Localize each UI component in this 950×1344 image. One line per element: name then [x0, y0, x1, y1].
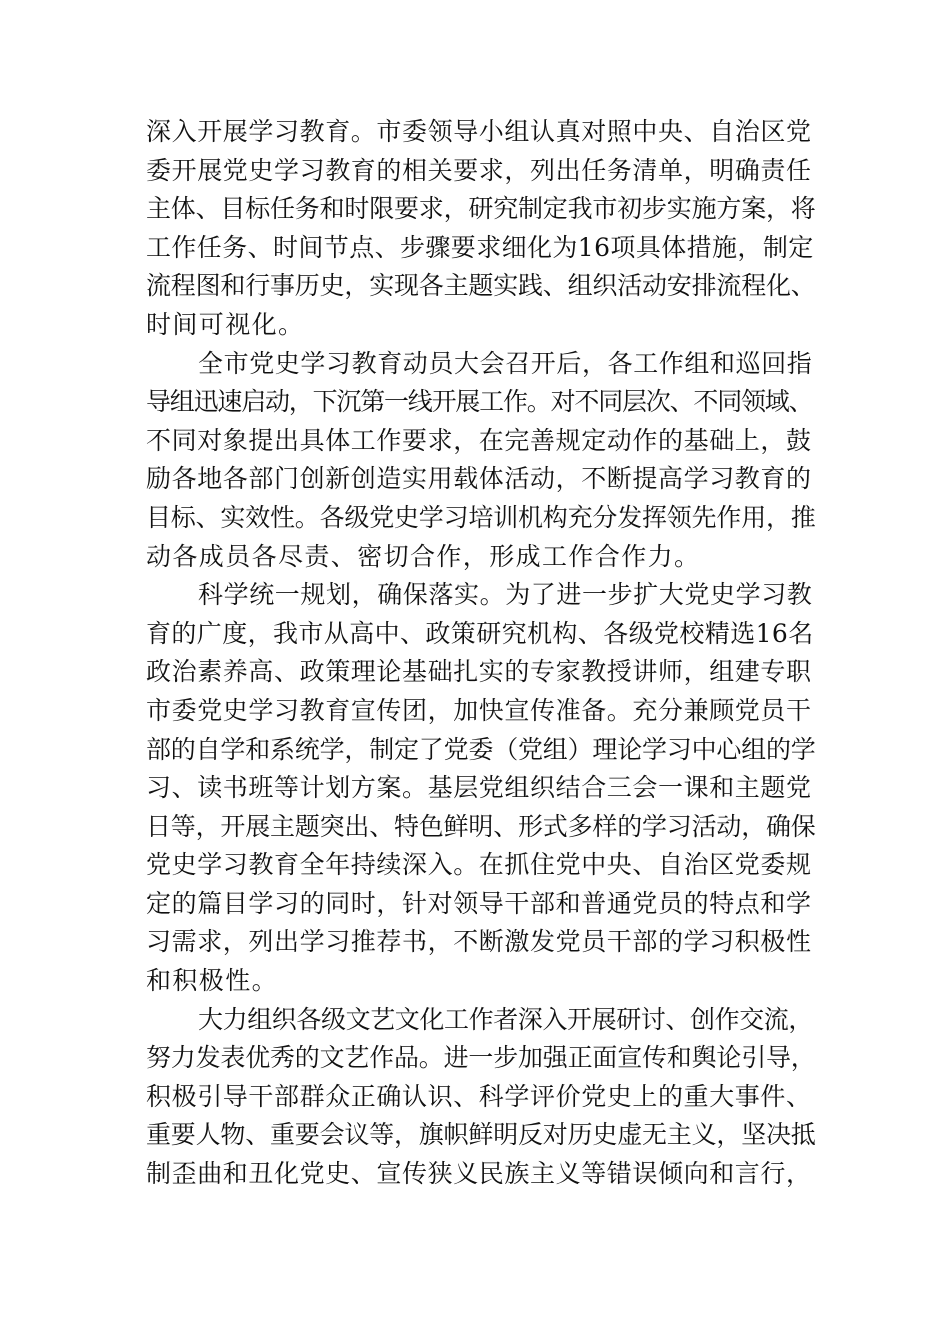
paragraph-3: [146, 576, 816, 1001]
text-line: 工作任务、时间节点、步骤要求细化为16项具体措施，制定: [146, 232, 814, 262]
paragraph-2: [146, 345, 816, 577]
text-line: 全市党史学习教育动员大会召开后，各工作组和巡回指: [198, 348, 813, 378]
text-line: 部的自学和系统学，制定了党委（党组）理论学习中心组的学: [146, 734, 816, 764]
text-line: 党史学习教育全年持续深入。在抓住党中央、自治区党委规: [146, 850, 812, 880]
text-line: 日等，开展主题突出、特色鲜明、形式多样的学习活动，确保: [146, 811, 816, 841]
text-line: 积极引导干部群众正确认识、科学评价党史上的重大事件、: [146, 1081, 812, 1111]
document-body: [146, 113, 816, 1194]
text-line: 不同对象提出具体工作要求，在完善规定动作的基础上，鼓: [146, 425, 812, 455]
text-line: 科学统一规划，确保落实。为了进一步扩大党史学习教: [198, 580, 813, 610]
text-line: 政治素养高、政策理论基础扎实的专家教授讲师，组建专职: [146, 657, 812, 687]
text-line: 努力发表优秀的文艺作品。进一步加强正面宣传和舆论引导，: [146, 1043, 816, 1073]
paragraph-4: [146, 1001, 816, 1194]
text-line: 重要人物、重要会议等，旗帜鲜明反对历史虚无主义，坚决抵: [146, 1120, 816, 1150]
paragraph-1: [146, 113, 816, 345]
text-line: 委开展党史学习教育的相关要求，列出任务清单，明确责任: [146, 155, 812, 185]
text-line: 深入开展学习教育。市委领导小组认真对照中央、自治区党: [146, 117, 812, 146]
text-line: 主体、目标任务和时限要求，研究制定我市初步实施方案，将: [146, 194, 816, 224]
text-line: 和积极性。: [146, 966, 279, 996]
text-line: 定的篇目学习的同时，针对领导干部和普通党员的特点和学: [146, 888, 812, 918]
text-line: 育的广度，我市从高中、政策研究机构、各级党校精选16名: [146, 618, 814, 648]
text-line: 动各成员各尽责、密切合作，形成工作合作力。: [146, 541, 701, 571]
text-line: 时间可视化。: [146, 309, 305, 339]
text-line: 励各地各部门创新创造实用载体活动，不断提高学习教育的: [146, 464, 812, 494]
text-line: 流程图和行事历史，实现各主题实践、组织活动安排流程化、: [146, 271, 816, 301]
text-line: 导组迅速启动，下沉第一线开展工作。对不同层次、不同领域、: [146, 387, 813, 417]
text-line: 习需求，列出学习推荐书，不断激发党员干部的学习积极性: [146, 927, 812, 957]
text-line: 市委党史学习教育宣传团，加快宣传准备。充分兼顾党员干: [146, 695, 812, 725]
text-line: 制歪曲和丑化党史、宣传狭义民族主义等错误倾向和言行，: [146, 1159, 812, 1189]
text-line: 习、读书班等计划方案。基层党组织结合三会一课和主题党: [146, 773, 812, 803]
text-line: 大力组织各级文艺文化工作者深入开展研讨、创作交流，: [198, 1004, 814, 1034]
text-line: 目标、实效性。各级党史学习培训机构充分发挥领先作用，推: [146, 502, 816, 532]
